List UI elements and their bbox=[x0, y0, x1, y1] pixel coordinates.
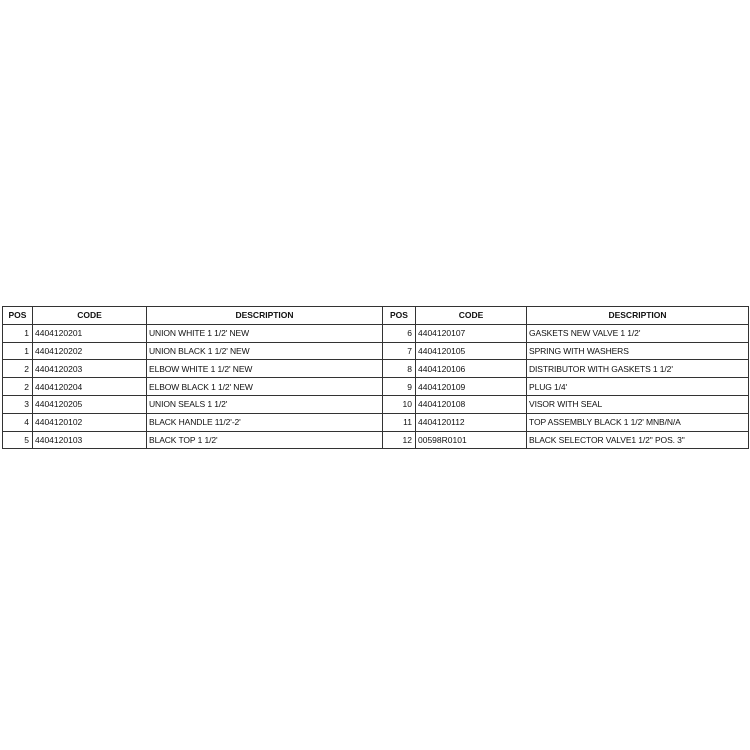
description-cell: PLUG 1/4' bbox=[527, 378, 749, 396]
code-cell: 4404120106 bbox=[416, 360, 527, 378]
description-cell: UNION SEALS 1 1/2' bbox=[147, 395, 383, 413]
header-code-right: CODE bbox=[416, 307, 527, 325]
pos-cell: 3 bbox=[3, 395, 33, 413]
code-cell: 4404120201 bbox=[33, 324, 147, 342]
description-cell: BLACK SELECTOR VALVE1 1/2" POS. 3" bbox=[527, 431, 749, 449]
description-cell: ELBOW BLACK 1 1/2' NEW bbox=[147, 378, 383, 396]
code-cell: 4404120105 bbox=[416, 342, 527, 360]
pos-cell: 6 bbox=[383, 324, 416, 342]
code-cell: 00598R0101 bbox=[416, 431, 527, 449]
pos-cell: 2 bbox=[3, 378, 33, 396]
description-cell: VISOR WITH SEAL bbox=[527, 395, 749, 413]
description-cell: TOP ASSEMBLY BLACK 1 1/2' MNB/N/A bbox=[527, 413, 749, 431]
table-row bbox=[3, 360, 749, 378]
description-cell: DISTRIBUTOR WITH GASKETS 1 1/2' bbox=[527, 360, 749, 378]
code-cell: 4404120107 bbox=[416, 324, 527, 342]
pos-cell: 10 bbox=[383, 395, 416, 413]
description-cell: BLACK TOP 1 1/2' bbox=[147, 431, 383, 449]
header-description-left: DESCRIPTION bbox=[147, 307, 383, 325]
code-cell: 4404120205 bbox=[33, 395, 147, 413]
code-cell: 4404120112 bbox=[416, 413, 527, 431]
pos-cell: 8 bbox=[383, 360, 416, 378]
table-row bbox=[3, 413, 749, 431]
pos-cell: 2 bbox=[3, 360, 33, 378]
header-pos-left: POS bbox=[3, 307, 33, 325]
description-cell: BLACK HANDLE 11/2'-2' bbox=[147, 413, 383, 431]
header-code-left: CODE bbox=[33, 307, 147, 325]
code-cell: 4404120108 bbox=[416, 395, 527, 413]
description-cell: SPRING WITH WASHERS bbox=[527, 342, 749, 360]
code-cell: 4404120102 bbox=[33, 413, 147, 431]
code-cell: 4404120203 bbox=[33, 360, 147, 378]
header-description-right: DESCRIPTION bbox=[527, 307, 749, 325]
description-cell: GASKETS NEW VALVE 1 1/2' bbox=[527, 324, 749, 342]
pos-cell: 12 bbox=[383, 431, 416, 449]
pos-cell: 1 bbox=[3, 342, 33, 360]
table-row bbox=[3, 342, 749, 360]
pos-cell: 5 bbox=[3, 431, 33, 449]
table-row bbox=[3, 395, 749, 413]
header-row bbox=[3, 307, 749, 325]
pos-cell: 1 bbox=[3, 324, 33, 342]
code-cell: 4404120103 bbox=[33, 431, 147, 449]
code-cell: 4404120202 bbox=[33, 342, 147, 360]
header-pos-right: POS bbox=[383, 307, 416, 325]
code-cell: 4404120109 bbox=[416, 378, 527, 396]
pos-cell: 9 bbox=[383, 378, 416, 396]
table-row bbox=[3, 324, 749, 342]
description-cell: UNION BLACK 1 1/2' NEW bbox=[147, 342, 383, 360]
description-cell: UNION WHITE 1 1/2' NEW bbox=[147, 324, 383, 342]
parts-table bbox=[2, 306, 749, 449]
table-row bbox=[3, 431, 749, 449]
table-row bbox=[3, 378, 749, 396]
code-cell: 4404120204 bbox=[33, 378, 147, 396]
pos-cell: 4 bbox=[3, 413, 33, 431]
description-cell: ELBOW WHITE 1 1/2' NEW bbox=[147, 360, 383, 378]
pos-cell: 11 bbox=[383, 413, 416, 431]
pos-cell: 7 bbox=[383, 342, 416, 360]
